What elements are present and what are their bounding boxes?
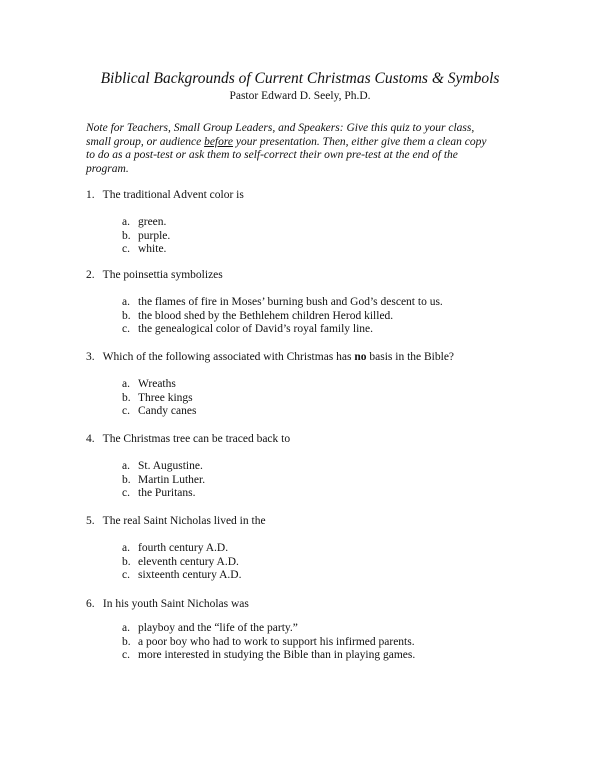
option-text: white. — [138, 243, 167, 256]
question-number: 4. — [86, 433, 95, 445]
option-b — [122, 556, 542, 570]
question-4 — [86, 432, 526, 446]
option-text: playboy and the “life of the party.” — [138, 622, 298, 634]
option-letter: a. — [122, 542, 130, 554]
option-b — [122, 636, 542, 650]
question-2-options — [122, 296, 542, 337]
question-text: The real Saint Nicholas lived in the — [102, 515, 266, 527]
question-6-options — [122, 622, 542, 663]
option-a — [122, 622, 542, 636]
option-letter: b. — [122, 391, 131, 404]
option-text: a poor boy who had to work to support his infirmed parents. — [138, 635, 415, 648]
option-text: Martin Luther. — [138, 473, 206, 486]
option-c — [122, 649, 542, 663]
question-6 — [86, 597, 526, 611]
option-letter: b. — [122, 473, 131, 486]
option-letter: b. — [122, 635, 131, 648]
option-c — [122, 569, 542, 583]
option-text: sixteenth century A.D. — [138, 569, 242, 582]
option-letter: b. — [122, 309, 131, 322]
option-c — [122, 487, 542, 501]
question-2 — [86, 268, 526, 282]
question-text-bold: no — [354, 351, 367, 363]
option-letter: a. — [122, 378, 130, 390]
question-text: The Christmas tree can be traced back to — [102, 433, 291, 445]
question-1-options — [122, 216, 542, 257]
question-number: 2. — [86, 269, 95, 281]
option-letter: c. — [122, 405, 130, 418]
note-text-underlined: before — [204, 135, 234, 148]
option-letter: a. — [122, 296, 130, 308]
option-b — [122, 474, 542, 488]
option-text: purple. — [138, 229, 171, 242]
option-b — [122, 310, 542, 324]
question-number: 5. — [86, 515, 95, 527]
option-letter: b. — [122, 229, 131, 242]
question-5-options — [122, 542, 542, 583]
option-letter: a. — [122, 622, 130, 634]
instructions-note — [86, 122, 496, 176]
option-text: the Puritans. — [138, 487, 196, 500]
question-text: The poinsettia symbolizes — [102, 269, 223, 281]
option-text: fourth century A.D. — [138, 542, 229, 554]
option-text: green. — [138, 216, 167, 228]
option-a — [122, 296, 542, 310]
document-title: Biblical Backgrounds of Current Christmas Customs & Symbols — [100, 70, 500, 87]
question-1 — [86, 188, 526, 202]
option-c — [122, 405, 542, 419]
question-number: 1. — [86, 189, 95, 201]
question-text: The traditional Advent color is — [102, 189, 244, 201]
question-3-options — [122, 378, 542, 419]
question-text-after: basis in the Bible? — [366, 351, 455, 363]
question-3 — [86, 350, 526, 364]
option-text: eleventh century A.D. — [138, 555, 239, 568]
question-4-options — [122, 460, 542, 501]
question-text-before: Which of the following associated with Christmas has — [102, 351, 355, 363]
question-5 — [86, 514, 526, 528]
question-number: 6. — [86, 598, 95, 610]
option-text: more interested in studying the Bible than in playing games. — [138, 649, 416, 662]
option-text: the blood shed by the Bethlehem children Herod killed. — [138, 309, 394, 322]
option-b — [122, 230, 542, 244]
question-text: In his youth Saint Nicholas was — [102, 598, 249, 610]
option-a — [122, 378, 542, 392]
option-text: the flames of fire in Moses’ burning bush and God’s descent to us. — [138, 296, 443, 308]
option-letter: a. — [122, 460, 130, 472]
option-text: St. Augustine. — [138, 460, 203, 472]
option-text: Three kings — [138, 391, 193, 404]
option-letter: a. — [122, 216, 130, 228]
question-number: 3. — [86, 351, 95, 363]
option-text: Candy canes — [138, 405, 197, 418]
option-a — [122, 460, 542, 474]
option-letter: c. — [122, 649, 130, 662]
option-letter: c. — [122, 243, 130, 256]
option-text: the genealogical color of David’s royal family line. — [138, 323, 374, 336]
option-c — [122, 323, 542, 337]
option-a — [122, 216, 542, 230]
option-a — [122, 542, 542, 556]
option-c — [122, 243, 542, 257]
option-letter: c. — [122, 487, 130, 500]
note-text-before: Note for Teachers, Small Group Leaders, and Speakers: Give this quiz to your class, small group, or audience — [86, 122, 475, 148]
option-letter: c. — [122, 569, 130, 582]
option-letter: c. — [122, 323, 130, 336]
document-author: Pastor Edward D. Seely, Ph.D. — [229, 90, 371, 102]
option-letter: b. — [122, 555, 131, 568]
option-text: Wreaths — [138, 378, 176, 390]
option-b — [122, 392, 542, 406]
note-text-after: your presentation. Then, either give them a clean copy to do as a post-test or ask them to self-correct their own pre-test at the end of the program. — [86, 135, 487, 175]
